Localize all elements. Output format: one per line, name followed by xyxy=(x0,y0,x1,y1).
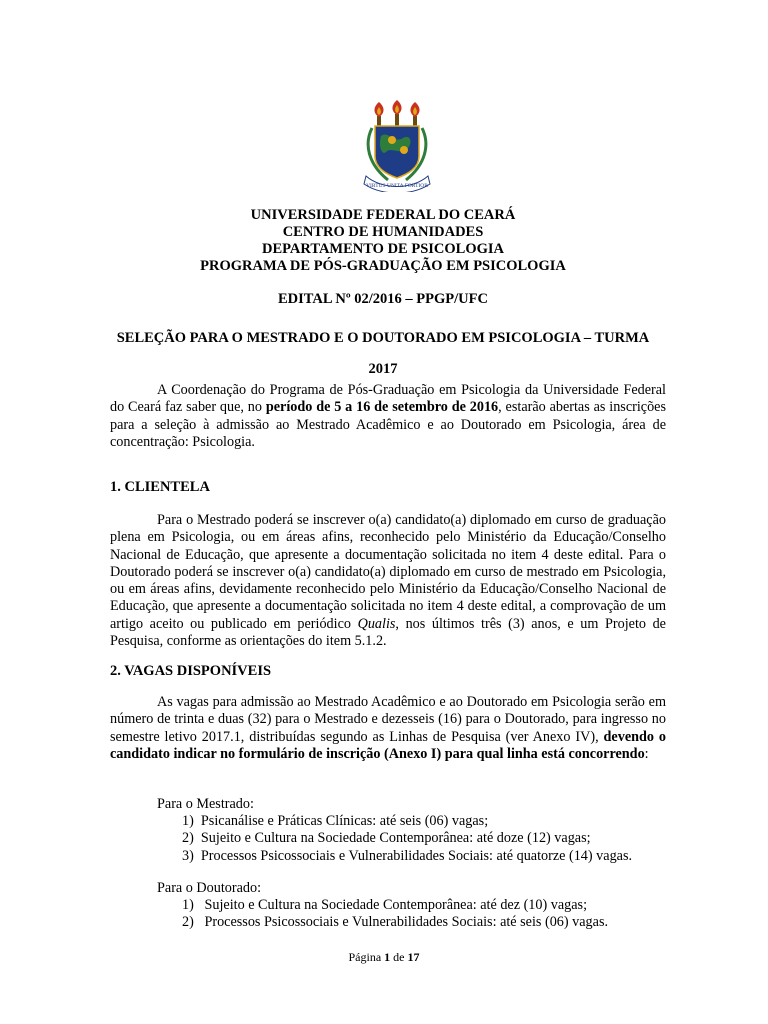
torch-center xyxy=(392,100,401,128)
intro-text-1: A Coordenação do Programa de Pós-Graduação em Psicologia da Universidade Federal do Ceará faz saber que, no xyxy=(110,382,666,416)
torch-left xyxy=(374,102,383,128)
institution-heading xyxy=(110,207,656,275)
intro-text-2: , estarão abertas as inscrições para a seleção à admissão ao Mestrado Acadêmico e ao Doutorado em Psicologia, área de concentração: Psicologia. xyxy=(110,399,666,450)
section-1-text-1: Para o Mestrado poderá se inscrever o(a) candidato(a) diplomado em curso de graduação plena em Psicologia, ou em áreas afins, reconhecido pelo Ministério da Educação/Conselho Nacional de Educação, que apresente a documentação solicitada no item 4 deste edital. Para o Doutorado poderá se inscrever o(a) candidato(a) diplomado em curso de mestrado em Psicologia, ou em áreas afins, devidamente reconhecido pelo Ministério da Educação/Conselho Nacional de Educação, que apresente a documentação solicitada no item 4 deste edital, a comprovação de um artigo aceito ou publicado em periódico xyxy=(110,512,666,632)
section-2-paragraph xyxy=(110,694,666,763)
list-item: 2) Sujeito e Cultura na Sociedade Contemporânea: até doze (12) vagas; xyxy=(182,830,591,847)
section-2-text-bold: devendo o candidato indicar no formulário de inscrição (Anexo I) para qual linha está concorrendo xyxy=(110,728,667,762)
mestrado-list xyxy=(182,813,632,865)
list-item: 1) Sujeito e Cultura na Sociedade Contemporânea: até dez (10) vagas; xyxy=(182,897,588,913)
section-2-heading: 2. VAGAS DISPONÍVEIS xyxy=(110,663,272,679)
footer-of-word: de xyxy=(393,950,405,964)
section-1-qualis-italic: Qualis xyxy=(357,615,396,632)
footer-page-word: Página xyxy=(348,950,382,964)
selection-title: SELEÇÃO PARA O MESTRADO E O DOUTORADO EM PSICOLOGIA – TURMA 2017 xyxy=(116,330,650,377)
doutorado-label: Para o Doutorado: xyxy=(157,880,262,896)
section-1-text-2: , nos últimos três (3) anos, e um Projeto de Pesquisa, conforme as orientações do item 5.1.2. xyxy=(110,615,666,650)
edital-title: EDITAL Nº 02/2016 – PPGP/UFC xyxy=(278,291,488,307)
heading-line-university: UNIVERSIDADE FEDERAL DO CEARÁ xyxy=(250,207,516,223)
doutorado-list xyxy=(182,897,608,932)
section-1-heading: 1. CLIENTELA xyxy=(110,479,210,495)
torch-right xyxy=(410,102,419,128)
footer-page-number: 1 xyxy=(384,950,391,964)
heading-line-program: PROGRAMA DE PÓS-GRADUAÇÃO EM PSICOLOGIA xyxy=(200,258,566,274)
list-item: 3) Processos Psicossociais e Vulnerabilidades Sociais: até quatorze (14) vagas. xyxy=(182,847,633,864)
university-crest-logo xyxy=(348,100,446,192)
page-footer xyxy=(0,950,768,965)
heading-line-department: DEPARTAMENTO DE PSICOLOGIA xyxy=(262,241,504,257)
list-item: 2) Processos Psicossociais e Vulnerabilidades Sociais: até seis (06) vagas. xyxy=(182,914,609,931)
crest-shield xyxy=(375,126,419,178)
mestrado-label: Para o Mestrado: xyxy=(157,796,254,812)
intro-paragraph xyxy=(110,382,666,451)
footer-page-total: 17 xyxy=(407,950,420,964)
crest-motto-text: VIRTUS UNITA FORTIOR xyxy=(366,183,428,189)
list-item: 1) Psicanálise e Práticas Clínicas: até seis (06) vagas; xyxy=(182,813,489,829)
section-2-text-2: : xyxy=(644,745,649,762)
section-1-paragraph xyxy=(110,512,666,650)
section-2-text-1: As vagas para admissão ao Mestrado Acadêmico e ao Doutorado em Psicologia serão em número de trinta e duas (32) para o Mestrado e dezesseis (16) para o Doutorado, para ingresso no semestre letivo 2017.1, distribuídas segundo as Linhas de Pesquisa (ver Anexo IV), xyxy=(110,694,666,745)
intro-period-bold: período de 5 a 16 de setembro de 2016 xyxy=(265,399,499,416)
heading-line-center: CENTRO DE HUMANIDADES xyxy=(282,224,484,240)
